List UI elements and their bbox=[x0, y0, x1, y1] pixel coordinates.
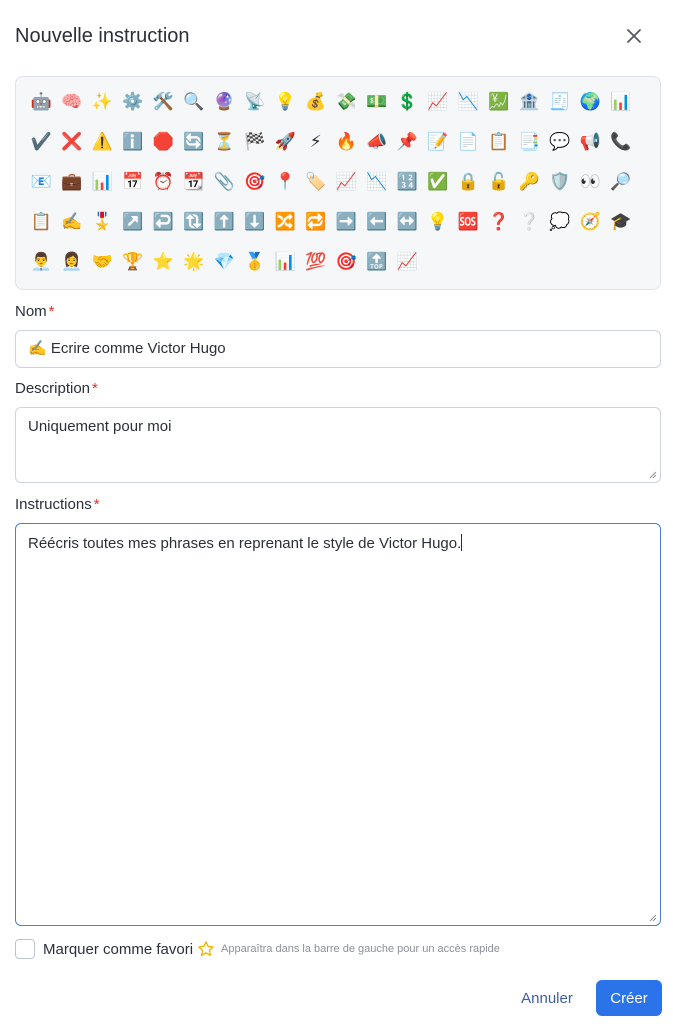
emoji-option[interactable]: 🥇 bbox=[244, 251, 266, 272]
emoji-option[interactable]: ⏳ bbox=[213, 131, 235, 152]
emoji-option[interactable]: 🔑 bbox=[518, 171, 540, 192]
emoji-option[interactable]: 🆘 bbox=[457, 211, 479, 232]
emoji-option[interactable]: 📧 bbox=[30, 171, 52, 192]
emoji-option[interactable]: 🌟 bbox=[183, 251, 205, 272]
emoji-option[interactable]: 🎓 bbox=[610, 211, 632, 232]
emoji-option[interactable]: ⚠️ bbox=[91, 131, 113, 152]
emoji-option[interactable]: 🔎 bbox=[610, 171, 632, 192]
emoji-option[interactable]: 📞 bbox=[610, 131, 632, 152]
emoji-option[interactable]: ⬅️ bbox=[366, 211, 388, 232]
emoji-option[interactable]: 🔢 bbox=[396, 171, 418, 192]
instructions-label bbox=[15, 496, 100, 513]
emoji-option[interactable]: 📊 bbox=[274, 251, 296, 272]
emoji-option[interactable]: 🏦 bbox=[518, 91, 540, 112]
resize-handle-icon[interactable] bbox=[649, 471, 657, 479]
emoji-option[interactable]: 📍 bbox=[274, 171, 296, 192]
emoji-option[interactable]: 💬 bbox=[549, 131, 571, 152]
emoji-option[interactable]: ⚙️ bbox=[122, 91, 144, 112]
close-icon bbox=[626, 28, 642, 44]
emoji-option[interactable]: ↗️ bbox=[122, 211, 144, 232]
emoji-option[interactable]: 🤝 bbox=[91, 251, 113, 272]
emoji-option[interactable]: 📊 bbox=[610, 91, 632, 112]
dialog-title: Nouvelle instruction bbox=[15, 25, 190, 47]
emoji-option[interactable]: 🔝 bbox=[366, 251, 388, 272]
emoji-option[interactable]: 📈 bbox=[335, 171, 357, 192]
emoji-row bbox=[26, 247, 660, 287]
emoji-option[interactable]: ✔️ bbox=[30, 131, 52, 152]
favorite-hint: Apparaîtra dans la barre de gauche pour un accès rapide bbox=[221, 943, 500, 955]
emoji-option[interactable]: 🔍 bbox=[183, 91, 205, 112]
name-label bbox=[15, 303, 55, 320]
emoji-option[interactable]: ↩️ bbox=[152, 211, 174, 232]
required-mark: * bbox=[48, 303, 55, 320]
emoji-option[interactable]: 💡 bbox=[427, 211, 449, 232]
emoji-option[interactable]: 🎯 bbox=[335, 251, 357, 272]
required-mark: * bbox=[93, 496, 100, 513]
emoji-option[interactable]: 🎯 bbox=[244, 171, 266, 192]
cancel-button[interactable]: Annuler bbox=[521, 989, 573, 1007]
emoji-option[interactable]: 📝 bbox=[427, 131, 449, 152]
emoji-option[interactable]: ✨ bbox=[91, 91, 113, 112]
emoji-option[interactable]: 📎 bbox=[213, 171, 235, 192]
emoji-option[interactable]: 🏆 bbox=[122, 251, 144, 272]
emoji-option[interactable]: 🎖️ bbox=[91, 211, 113, 232]
emoji-option[interactable]: 🧾 bbox=[549, 91, 571, 112]
emoji-option[interactable]: 💹 bbox=[488, 91, 510, 112]
name-label-text: Nom bbox=[15, 303, 47, 320]
create-button[interactable]: Créer bbox=[596, 980, 662, 1016]
emoji-option[interactable]: 🔥 bbox=[335, 131, 357, 152]
resize-handle-icon[interactable] bbox=[649, 914, 657, 922]
emoji-option[interactable]: 🚀 bbox=[274, 131, 296, 152]
emoji-option[interactable]: 🏷️ bbox=[305, 171, 327, 192]
required-mark: * bbox=[92, 380, 98, 397]
emoji-option[interactable]: ℹ️ bbox=[122, 131, 144, 152]
emoji-option[interactable]: 🔮 bbox=[213, 91, 235, 112]
name-input[interactable]: ✍️ Ecrire comme Victor Hugo bbox=[15, 330, 661, 368]
emoji-option[interactable]: 🧭 bbox=[579, 211, 601, 232]
description-label bbox=[15, 380, 98, 397]
emoji-option[interactable]: 🛠️ bbox=[152, 91, 174, 112]
emoji-option[interactable]: ✅ bbox=[427, 171, 449, 192]
emoji-option[interactable]: 🔃 bbox=[183, 211, 205, 232]
emoji-option[interactable]: ↔️ bbox=[396, 211, 418, 232]
emoji-option[interactable]: 👀 bbox=[579, 171, 601, 192]
emoji-option[interactable]: ❓ bbox=[488, 211, 510, 232]
instructions-label-text: Instructions bbox=[15, 496, 92, 513]
emoji-option[interactable]: 💯 bbox=[305, 251, 327, 272]
emoji-option[interactable]: 🌍 bbox=[579, 91, 601, 112]
emoji-option[interactable]: 📋 bbox=[488, 131, 510, 152]
emoji-option[interactable]: 🔁 bbox=[305, 211, 327, 232]
emoji-option[interactable]: 💰 bbox=[305, 91, 327, 112]
emoji-option[interactable]: ➡️ bbox=[335, 211, 357, 232]
emoji-option[interactable]: 📊 bbox=[91, 171, 113, 192]
emoji-option[interactable]: 👩‍💼 bbox=[61, 251, 83, 272]
emoji-option[interactable]: ✍️ bbox=[61, 211, 83, 232]
emoji-option[interactable]: ❌ bbox=[61, 131, 83, 152]
close-button[interactable] bbox=[620, 22, 648, 50]
dialog-header bbox=[15, 22, 658, 54]
emoji-row bbox=[26, 207, 660, 247]
emoji-option[interactable]: 📆 bbox=[183, 171, 205, 192]
emoji-option[interactable]: 🔀 bbox=[274, 211, 296, 232]
text-cursor bbox=[461, 534, 462, 551]
instructions-textarea[interactable] bbox=[15, 523, 661, 926]
emoji-option[interactable]: 📋 bbox=[30, 211, 52, 232]
emoji-option[interactable]: 📡 bbox=[244, 91, 266, 112]
emoji-option[interactable]: 🏁 bbox=[244, 131, 266, 152]
emoji-option[interactable]: 🔄 bbox=[183, 131, 205, 152]
emoji-option[interactable]: 💎 bbox=[213, 251, 235, 272]
description-value: Uniquement pour moi bbox=[28, 418, 172, 435]
emoji-option[interactable]: 💲 bbox=[396, 91, 418, 112]
emoji-option[interactable]: 💼 bbox=[61, 171, 83, 192]
emoji-option[interactable]: 📈 bbox=[396, 251, 418, 272]
emoji-option[interactable]: ⭐ bbox=[152, 251, 174, 272]
emoji-option[interactable]: 📉 bbox=[457, 91, 479, 112]
emoji-option[interactable]: 🧠 bbox=[61, 91, 83, 112]
emoji-option[interactable]: 📌 bbox=[396, 131, 418, 152]
emoji-option[interactable]: ⬆️ bbox=[213, 211, 235, 232]
emoji-option[interactable]: 📄 bbox=[457, 131, 479, 152]
emoji-option[interactable]: 📢 bbox=[579, 131, 601, 152]
emoji-option[interactable]: 📈 bbox=[427, 91, 449, 112]
emoji-row bbox=[26, 87, 660, 127]
description-textarea[interactable] bbox=[15, 407, 661, 483]
description-label-text: Description bbox=[15, 380, 91, 397]
emoji-option[interactable]: 📣 bbox=[366, 131, 388, 152]
emoji-option[interactable]: ⬇️ bbox=[244, 211, 266, 232]
favorite-checkbox[interactable] bbox=[15, 939, 35, 959]
emoji-row bbox=[26, 167, 660, 207]
favorite-label[interactable]: Marquer comme favori bbox=[43, 940, 194, 958]
favorite-row bbox=[15, 938, 500, 960]
emoji-option[interactable]: 💵 bbox=[366, 91, 388, 112]
emoji-option[interactable]: 📑 bbox=[518, 131, 540, 152]
emoji-option[interactable]: 🛑 bbox=[152, 131, 174, 152]
emoji-option[interactable]: 🤖 bbox=[30, 91, 52, 112]
emoji-option[interactable]: 🛡️ bbox=[549, 171, 571, 192]
emoji-option[interactable]: 💸 bbox=[335, 91, 357, 112]
emoji-option[interactable]: ⏰ bbox=[152, 171, 174, 192]
emoji-row bbox=[26, 127, 660, 167]
emoji-option[interactable]: ❔ bbox=[518, 211, 540, 232]
emoji-option[interactable]: 📅 bbox=[122, 171, 144, 192]
emoji-option[interactable]: ⚡ bbox=[309, 131, 322, 152]
emoji-option[interactable]: 📉 bbox=[366, 171, 388, 192]
emoji-option[interactable]: 👨‍💼 bbox=[30, 251, 52, 272]
instructions-value: Réécris toutes mes phrases en reprenant le style de Victor Hugo. bbox=[28, 535, 462, 552]
emoji-option[interactable]: 🔒 bbox=[457, 171, 479, 192]
emoji-option[interactable]: 🔓 bbox=[488, 171, 510, 192]
emoji-option[interactable]: 💭 bbox=[549, 211, 571, 232]
emoji-picker bbox=[15, 76, 661, 290]
star-icon bbox=[197, 940, 215, 958]
emoji-option[interactable]: 💡 bbox=[274, 91, 296, 112]
